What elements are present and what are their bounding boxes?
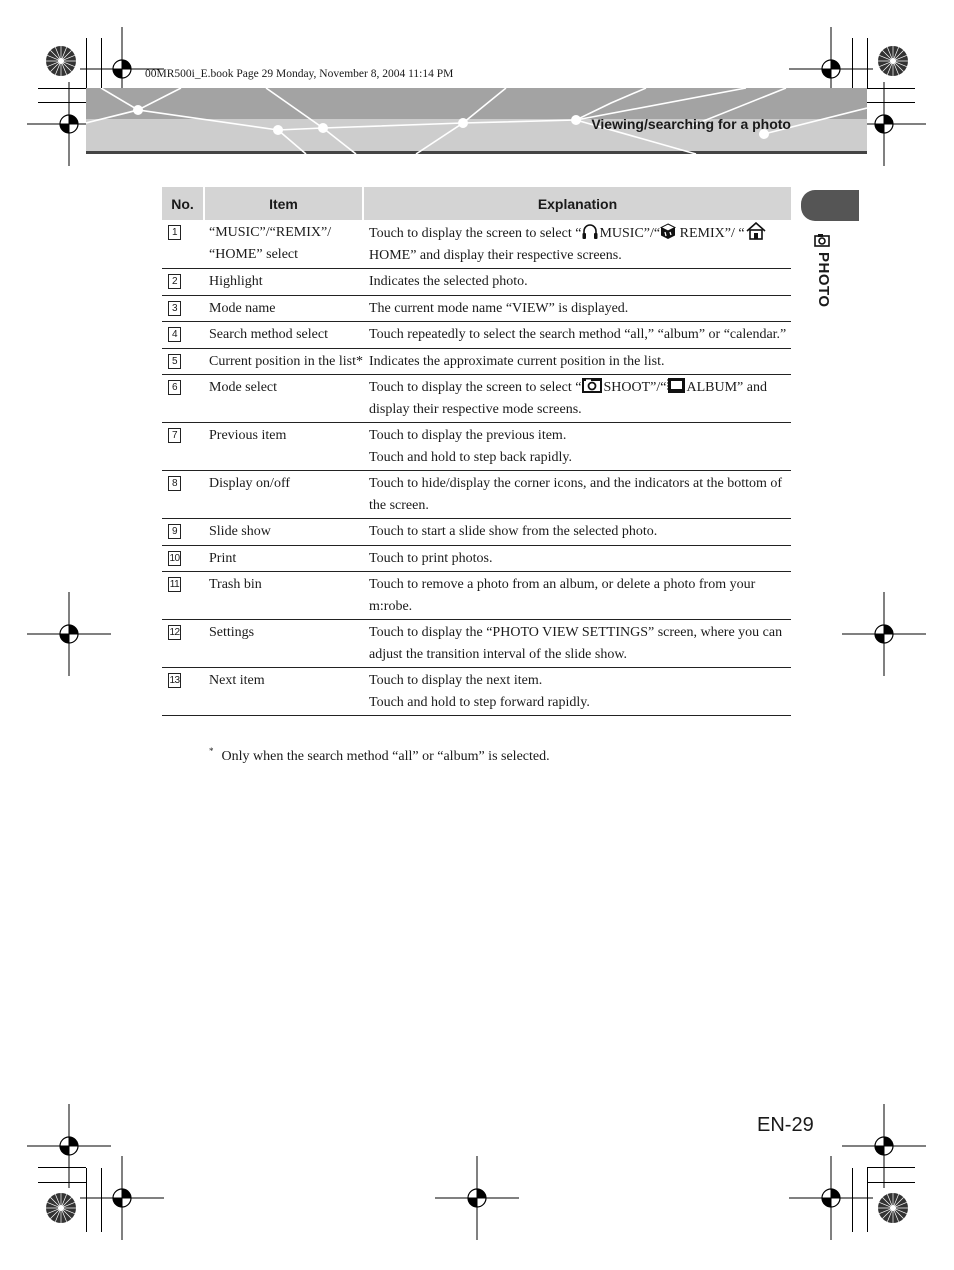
row-item: Mode select bbox=[204, 375, 363, 423]
thumb-tab bbox=[801, 190, 859, 221]
headphones-icon bbox=[581, 223, 599, 240]
row-explanation bbox=[363, 423, 791, 471]
row-item: Next item bbox=[204, 668, 363, 716]
home-icon bbox=[745, 222, 767, 240]
section-title: Viewing/searching for a photo bbox=[591, 116, 791, 132]
album-icon bbox=[666, 377, 686, 394]
row-number: 6 bbox=[168, 380, 181, 395]
table-row bbox=[162, 545, 791, 572]
row-item: Trash bin bbox=[204, 572, 363, 620]
row-explanation: Touch to hide/display the corner icons, and the indicators at the bottom of the screen. bbox=[363, 471, 791, 519]
explanation-text: SHOOT”/“ bbox=[603, 380, 667, 395]
row-explanation: The current mode name “VIEW” is displayed. bbox=[363, 295, 791, 322]
table-row bbox=[162, 269, 791, 296]
row-explanation: Touch to start a slide show from the selected photo. bbox=[363, 519, 791, 546]
header-explanation: Explanation bbox=[363, 187, 791, 220]
row-number: 12 bbox=[169, 627, 180, 639]
explanation-text: Touch to display the screen to select “ bbox=[369, 226, 582, 241]
side-tab-label bbox=[812, 232, 832, 322]
row-number: 5 bbox=[168, 354, 181, 369]
camera-icon bbox=[814, 232, 830, 248]
explanation-text: HOME” and display their respective screens. bbox=[369, 247, 622, 263]
side-tab-text: PHOTO bbox=[815, 252, 832, 308]
row-item: Mode name bbox=[204, 295, 363, 322]
footnote-text: Only when the search method “all” or “album” is selected. bbox=[221, 749, 550, 764]
table-row bbox=[162, 668, 791, 716]
row-item: Highlight bbox=[204, 269, 363, 296]
table-row bbox=[162, 471, 791, 519]
row-number: 8 bbox=[168, 476, 181, 491]
row-item: Display on/off bbox=[204, 471, 363, 519]
table-row bbox=[162, 423, 791, 471]
explanation-text: MUSIC”/“ bbox=[599, 226, 661, 241]
table-header-row bbox=[162, 187, 791, 220]
explanation-line: Touch to display the previous item. bbox=[369, 428, 567, 443]
row-number: 9 bbox=[168, 524, 181, 539]
print-info: 00MR500i_E.book Page 29 Monday, November 8, 2004 11:14 PM bbox=[145, 68, 454, 80]
row-item: Current position in the list* bbox=[204, 348, 363, 375]
row-number: 11 bbox=[169, 579, 180, 591]
row-number: 4 bbox=[168, 327, 181, 342]
table-row bbox=[162, 295, 791, 322]
explanation-text: REMIX”/ “ bbox=[676, 226, 745, 241]
table-row bbox=[162, 519, 791, 546]
row-explanation: Touch repeatedly to select the search method “all,” “album” or “calendar.” bbox=[363, 322, 791, 349]
footnote bbox=[209, 746, 550, 765]
row-number: 3 bbox=[168, 301, 181, 316]
table-row bbox=[162, 572, 791, 620]
table-row bbox=[162, 348, 791, 375]
row-explanation bbox=[363, 220, 791, 269]
table-row bbox=[162, 220, 791, 269]
explanation-line: Touch to display the next item. bbox=[369, 673, 543, 688]
footnote-mark: * bbox=[209, 746, 214, 756]
page-number: EN-29 bbox=[757, 1114, 814, 1136]
row-item: Slide show bbox=[204, 519, 363, 546]
camera-icon bbox=[581, 377, 603, 394]
row-item: Settings bbox=[204, 620, 363, 668]
row-number: 7 bbox=[168, 428, 181, 443]
header-no: No. bbox=[162, 187, 204, 220]
row-explanation bbox=[363, 375, 791, 423]
table-row bbox=[162, 620, 791, 668]
row-explanation: Touch to display the “PHOTO VIEW SETTINGS” screen, where you can adjust the transition interval of the slide show. bbox=[363, 620, 791, 668]
row-number: 10 bbox=[169, 552, 180, 564]
row-item: Search method select bbox=[204, 322, 363, 349]
row-item: Previous item bbox=[204, 423, 363, 471]
row-explanation: Touch to remove a photo from an album, or delete a photo from your m:robe. bbox=[363, 572, 791, 620]
explanation-text: ALBUM” and display their respective mode screens. bbox=[369, 380, 767, 417]
row-number: 1 bbox=[168, 225, 181, 240]
remix-cube-icon bbox=[660, 223, 676, 240]
table-row bbox=[162, 375, 791, 423]
explanation-text: Touch to display the screen to select “ bbox=[369, 380, 582, 395]
row-item: Print bbox=[204, 545, 363, 572]
row-number: 13 bbox=[169, 675, 180, 687]
row-explanation bbox=[363, 668, 791, 716]
row-number: 2 bbox=[168, 274, 181, 289]
header-item: Item bbox=[204, 187, 363, 220]
row-explanation: Indicates the approximate current position in the list. bbox=[363, 348, 791, 375]
table-row bbox=[162, 322, 791, 349]
row-explanation: Touch to print photos. bbox=[363, 545, 791, 572]
explanation-table bbox=[162, 187, 791, 716]
explanation-line: Touch and hold to step back rapidly. bbox=[369, 449, 573, 465]
explanation-line: Touch and hold to step forward rapidly. bbox=[369, 694, 590, 710]
row-explanation: Indicates the selected photo. bbox=[363, 269, 791, 296]
row-item: “MUSIC”/“REMIX”/ “HOME” select bbox=[204, 220, 363, 269]
